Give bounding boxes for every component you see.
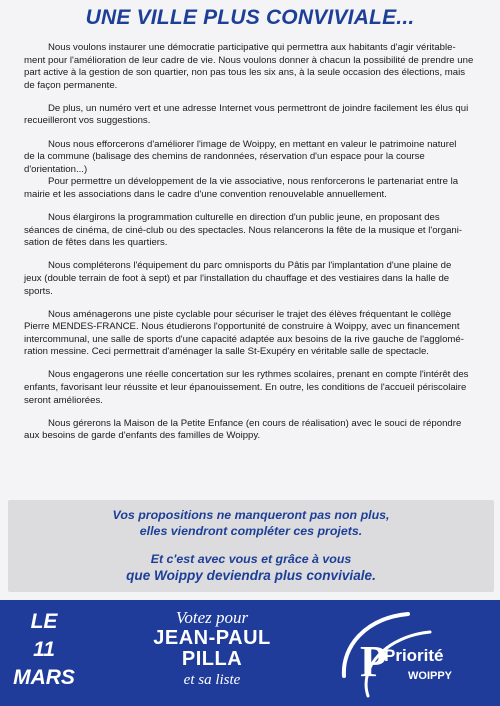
list-label: et sa liste [183,672,241,688]
text-line: Pierre MENDES-FRANCE. Nous étudierons l'opportunité de construire à Woippy, avec un financement [24,321,460,333]
text-line: Nous engagerons une réelle concertation sur les rythmes scolaires, prenant en compte l'intérêt des [48,369,469,381]
priorite-logo [338,606,488,700]
callout-line: Et c'est avec vous et grâce à vous [150,552,352,566]
paragraph-green-number [24,103,482,128]
text-line: ration messine. Ceci permettrait d'aménager la salle St-Exupéry en véritable salle de spectacle. [24,346,429,358]
text-line: sation de fêtes dans les quartiers. [24,237,168,249]
svg-text:P: P [360,637,387,686]
text-line: seront améliorées. [24,394,103,406]
text-line: part active à la gestion de son quartier, non pas tous les six ans, à la seule occasion des élections, mais [24,67,466,79]
candidate-first-name: JEAN-PAUL [153,627,271,649]
text-line: ment pour l'amélioration de leur cadre de vie. Nous voulons donner à chacun la possibilité de prendre une [24,54,474,66]
paragraph-cycle-path [24,309,482,359]
paragraph-town-image [24,139,482,177]
text-line: sports. [24,285,53,297]
text-line: séances de cinéma, de ciné-club ou des spectacles. Nous relancerons la fête de la musique et l'organi- [24,224,463,236]
text-line: de façon permanente. [24,79,118,91]
text-line: Pour permettre un développement de la vie associative, nous renforcerons le partenariat entre la [48,176,459,188]
callout-line: elles viendront compléter ces projets. [139,524,363,538]
text-line: Nous nous efforcerons d'améliorer l'image de Woippy, en mettant en valeur le patrimoine naturel [48,138,457,150]
paragraph-early-childhood [24,418,482,443]
vote-label: Votez pour [175,608,249,627]
vote-block [112,608,312,690]
election-date [2,608,86,692]
footer-banner [0,600,500,706]
text-line: aux besoins de garde d'enfants des familles de Woippy. [24,430,261,442]
page-title: UNE VILLE PLUS CONVIVIALE... [85,6,415,29]
text-line: d'orientation...) [24,163,88,175]
paragraph-participative-democracy [24,42,482,92]
date-line: 11 [33,638,55,661]
candidate-last-name: PILLA [181,648,243,670]
body-text [24,42,482,453]
text-line: mairie et les associations dans le cadre d'une convention renouvelable annuellement. [24,188,387,200]
closing-callout [8,500,494,592]
text-line: Nous gérerons la Maison de la Petite Enfance (en cours de réalisation) avec le souci de répondre [48,417,462,429]
callout-line: que Woippy deviendra plus conviviale. [126,568,376,583]
text-line: Nous aménagerons une piste cyclable pour sécuriser le trajet des élèves fréquentant le collège [48,308,452,320]
text-line: enfants, favorisant leur réussite et leur épanouissement. En outre, les conditions de l'accueil périscolaire [24,382,467,394]
text-line: recueilleront vos suggestions. [24,115,151,127]
text-line: de la commune (balisage des chemins de randonnées, réservation d'un espace pour la course [24,151,425,163]
text-line: Nous élargirons la programmation culturelle en direction d'un public jeune, en proposant des [48,212,440,224]
paragraph-associations [24,176,482,201]
text-line: intercommunal, une salle de sports d'une capacité adaptée aux besoins de la rive gauche de l'agglomé- [24,333,464,345]
callout-line: Vos propositions ne manqueront pas non plus, [112,508,390,522]
paragraph-school-rhythms [24,369,482,407]
text-line: jeux (double terrain de foot à sept) et par l'installation du chauffage et des vestiaires dans la halle de [24,272,450,284]
paragraph-culture [24,212,482,250]
text-line: Nous compléterons l'équipement du parc omnisports du Pâtis par l'implantation d'une plaine de [48,260,452,272]
text-line: Nous voulons instaurer une démocratie participative qui permettra aux habitants d'agir véritable- [48,42,456,53]
date-line: MARS [13,666,75,689]
logo-word: Priorité [384,646,444,665]
paragraph-sports-park [24,260,482,298]
text-line: De plus, un numéro vert et une adresse Internet vous permettront de joindre facilement les élus qui [48,102,469,114]
logo-subtitle: WOIPPY [408,670,453,682]
date-line: LE [30,610,58,633]
